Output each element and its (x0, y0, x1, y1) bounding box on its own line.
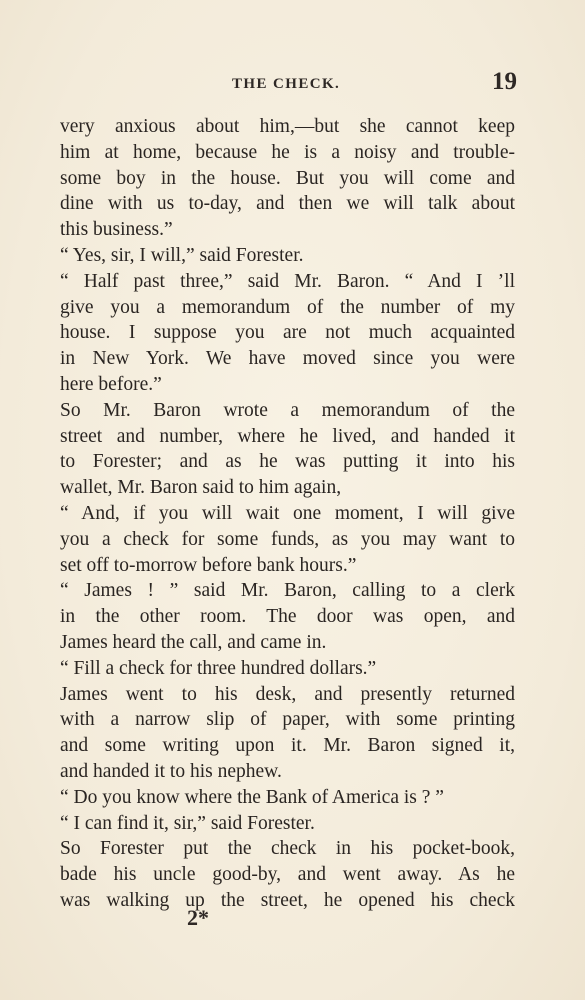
text-line: street and number, where he lived, and handed it (60, 425, 515, 447)
text-line: house. I suppose you are not much acquainted (60, 322, 515, 344)
text-line: “ Fill a check for three hundred dollars.” (60, 657, 377, 679)
text-line: So Mr. Baron wrote a memorandum of the (60, 399, 515, 421)
text-line: bade his uncle good-by, and went away. As he (60, 864, 515, 886)
text-line: give you a memorandum of the number of my (60, 296, 515, 318)
text-line: in New York. We have moved since you were (60, 348, 515, 370)
text-line: dine with us to-day, and then we will talk about (60, 193, 515, 215)
text-line: “ Yes, sir, I will,” said Forester. (60, 244, 304, 266)
body-text (60, 114, 515, 914)
text-line: you a check for some funds, as you may want to (60, 528, 515, 550)
text-line: with a narrow slip of paper, with some printing (60, 709, 515, 731)
text-line: set off to-morrow before bank hours.” (60, 554, 357, 576)
text-line: very anxious about him,—but she cannot keep (60, 116, 515, 137)
text-line: was walking up the street, he opened his check (60, 889, 515, 911)
text-line: “ James ! ” said Mr. Baron, calling to a clerk (60, 580, 515, 602)
text-line: James heard the call, and came in. (60, 631, 327, 653)
page-number: 19 (492, 68, 517, 95)
text-line: wallet, Mr. Baron said to him again, (60, 477, 342, 499)
text-line: and handed it to his nephew. (60, 760, 282, 782)
text-line: to Forester; and as he was putting it into his (60, 451, 515, 473)
text-line: him at home, because he is a noisy and trouble- (60, 141, 515, 163)
text-line: “ Do you know where the Bank of America is ? ” (60, 786, 444, 808)
text-line: So Forester put the check in his pocket-book, (60, 838, 515, 860)
text-line: “ And, if you will wait one moment, I will give (60, 502, 515, 524)
text-line: “ I can find it, sir,” said Forester. (60, 812, 315, 834)
text-line: this business.” (60, 219, 173, 241)
text-line: James went to his desk, and presently returned (60, 683, 515, 705)
text-line: and some writing upon it. Mr. Baron signed it, (60, 735, 515, 757)
text-line: here before.” (60, 373, 162, 395)
text-line: “ Half past three,” said Mr. Baron. “ And I ’ll (60, 270, 515, 292)
running-head: THE CHECK. (232, 76, 341, 92)
signature-mark: 2* (187, 905, 209, 930)
text-line: in the other room. The door was open, and (60, 606, 515, 628)
text-line: some boy in the house. But you will come and (60, 167, 515, 189)
